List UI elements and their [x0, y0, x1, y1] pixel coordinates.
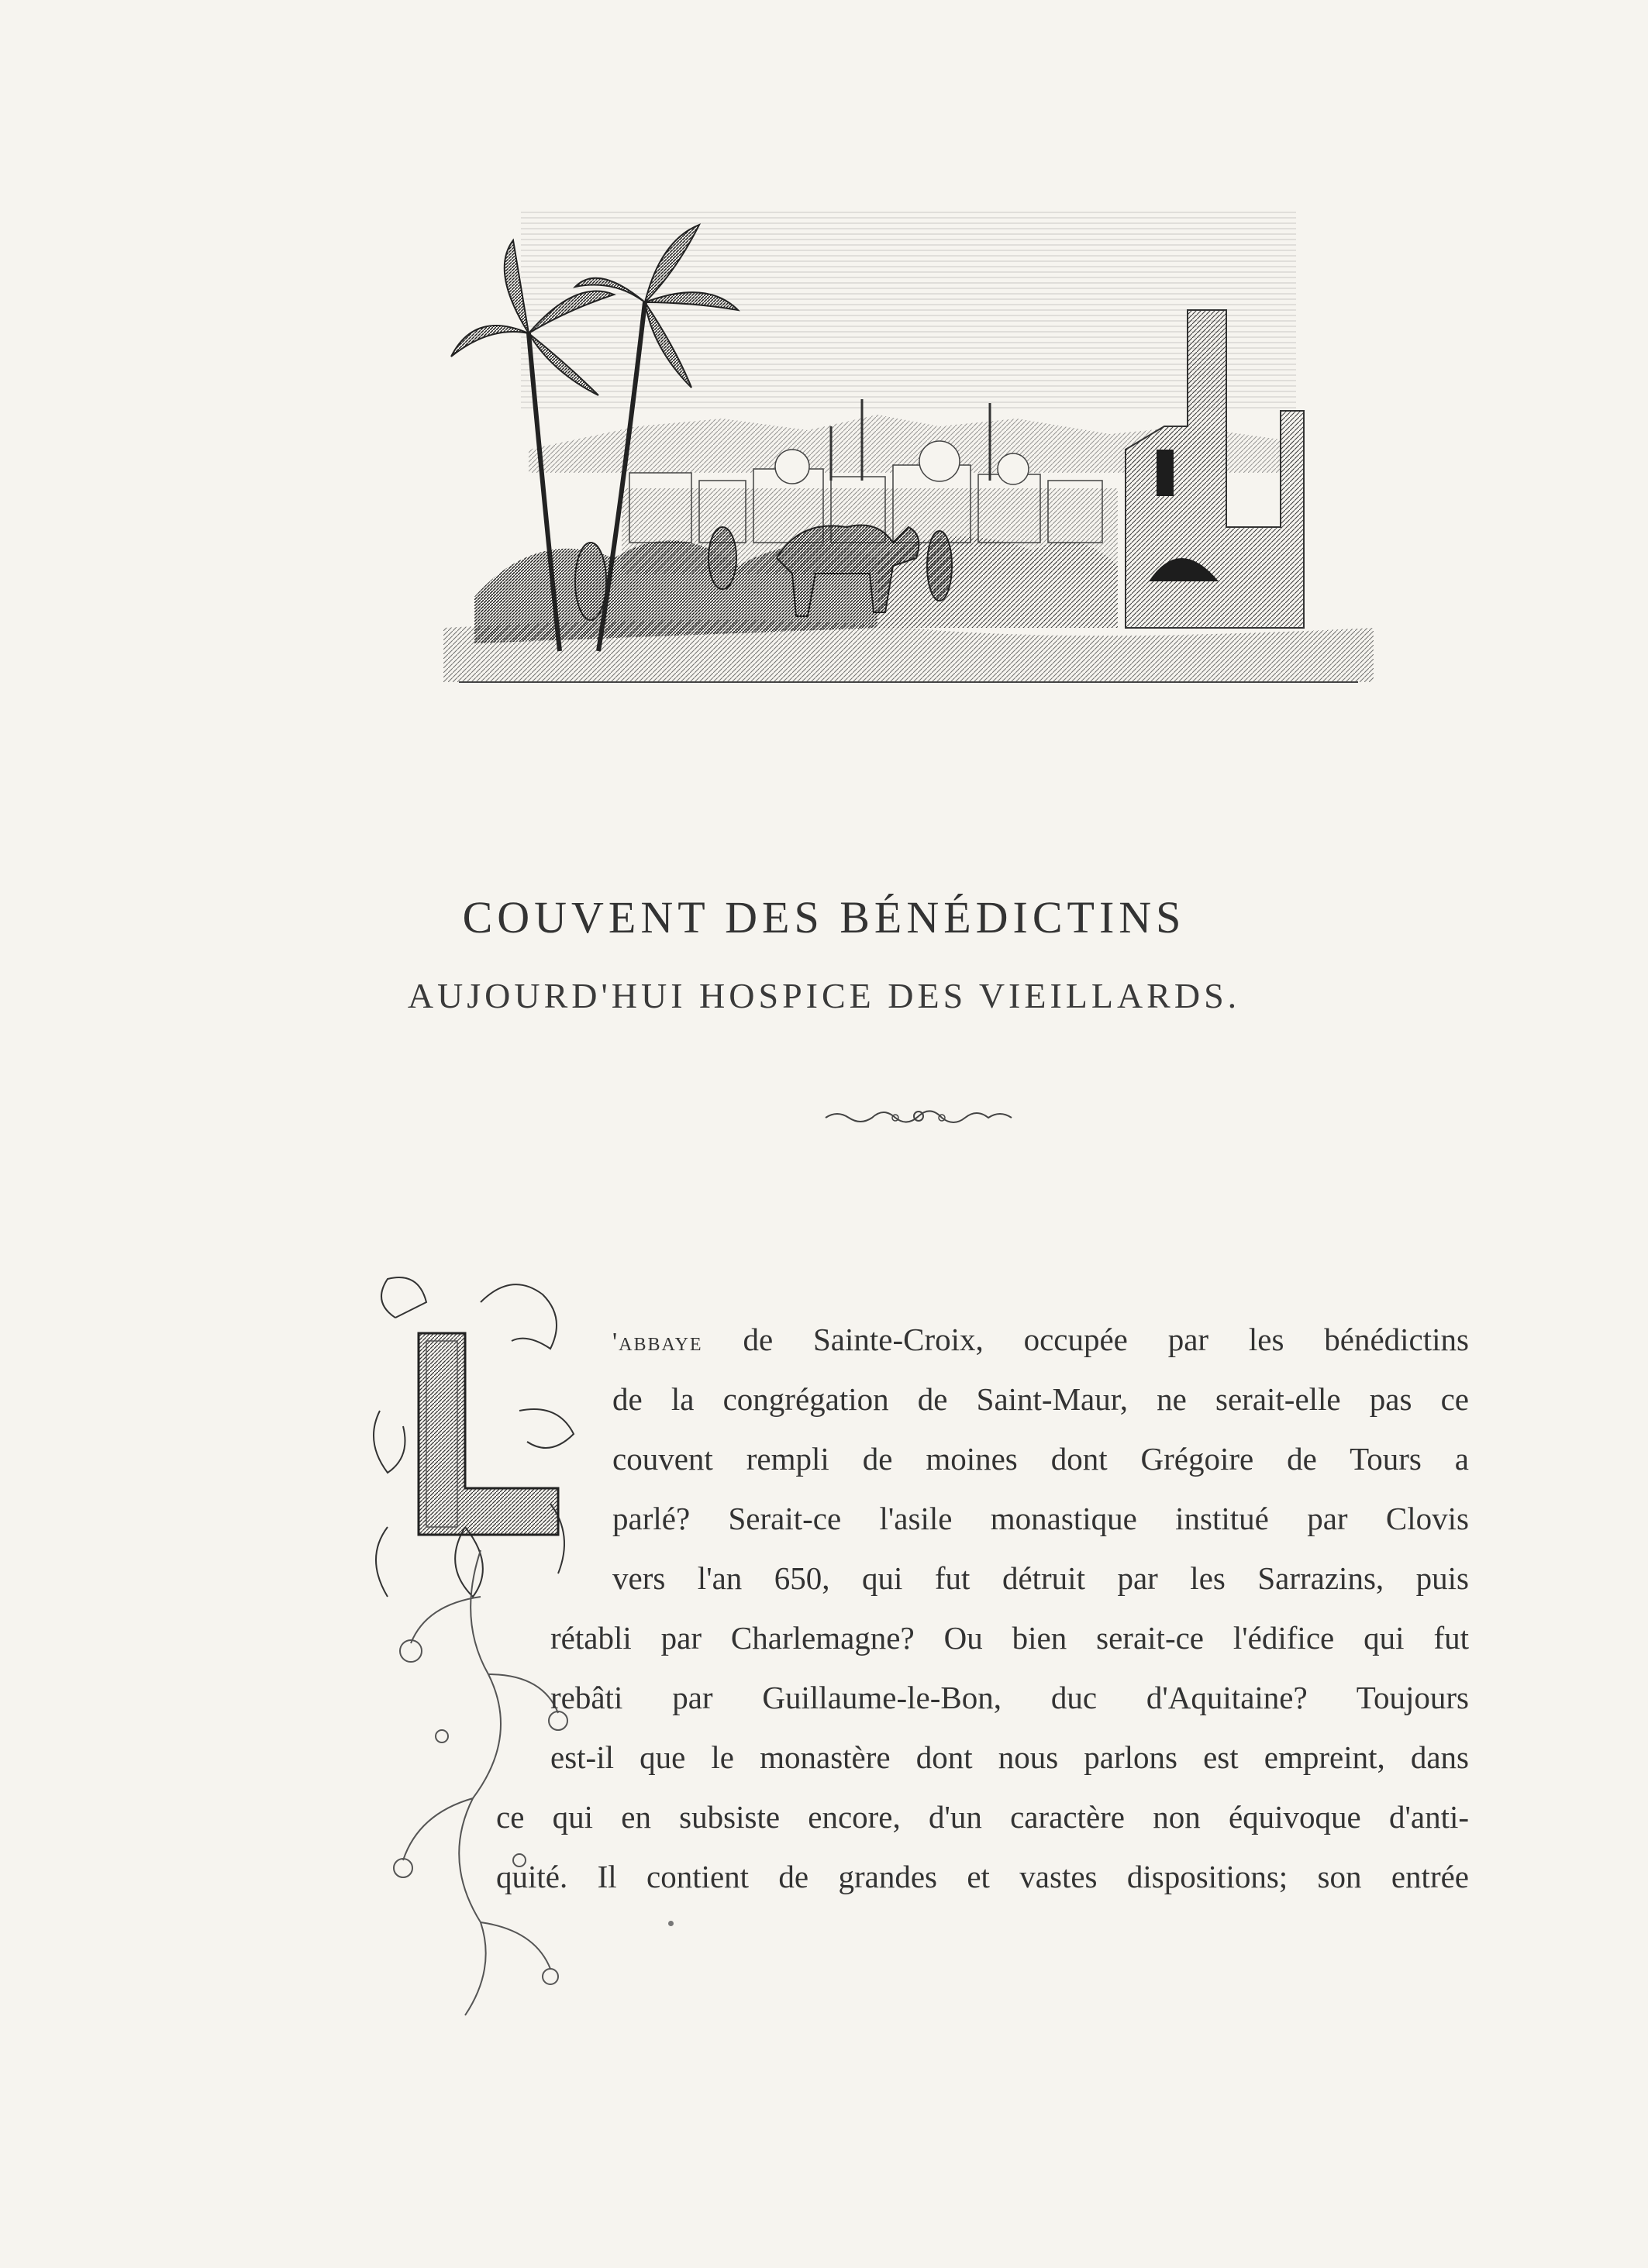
body-paragraph	[496, 1310, 1469, 1907]
landscape-engraving	[443, 194, 1374, 698]
text-line: de la congrégation de Saint-Maur, ne serait-elle pas ce	[612, 1381, 1469, 1417]
paper-speck	[668, 1921, 674, 1926]
ornament-divider	[822, 1101, 1015, 1132]
text-line: 'abbaye de Sainte-Croix, occupée par les bénédictins	[612, 1322, 1469, 1357]
text-line: quité. Il contient de grandes et vastes dispositions; son entrée	[496, 1859, 1469, 1894]
text-line: vers l'an 650, qui fut détruit par les Sarrazins, puis	[612, 1560, 1469, 1596]
page-title: COUVENT DES BÉNÉDICTINS	[462, 892, 1186, 943]
first-word: 'abbaye	[612, 1328, 703, 1356]
text-line: couvent rempli de moines dont Grégoire de Tours a	[612, 1441, 1469, 1477]
text-line: parlé? Serait-ce l'asile monastique institué par Clovis	[612, 1501, 1469, 1536]
text-line: ce qui en subsiste encore, d'un caractère non équivoque d'anti-	[496, 1799, 1469, 1835]
text-line: rétabli par Charlemagne? Ou bien serait-ce l'édifice qui fut	[550, 1620, 1469, 1656]
text-line: est-il que le monastère dont nous parlons est empreint, dans	[550, 1739, 1469, 1775]
page-subtitle: AUJOURD'HUI HOSPICE DES VIEILLARDS.	[407, 976, 1241, 1015]
text-line: rebâti par Guillaume-le-Bon, duc d'Aquitaine? Toujours	[550, 1680, 1469, 1715]
